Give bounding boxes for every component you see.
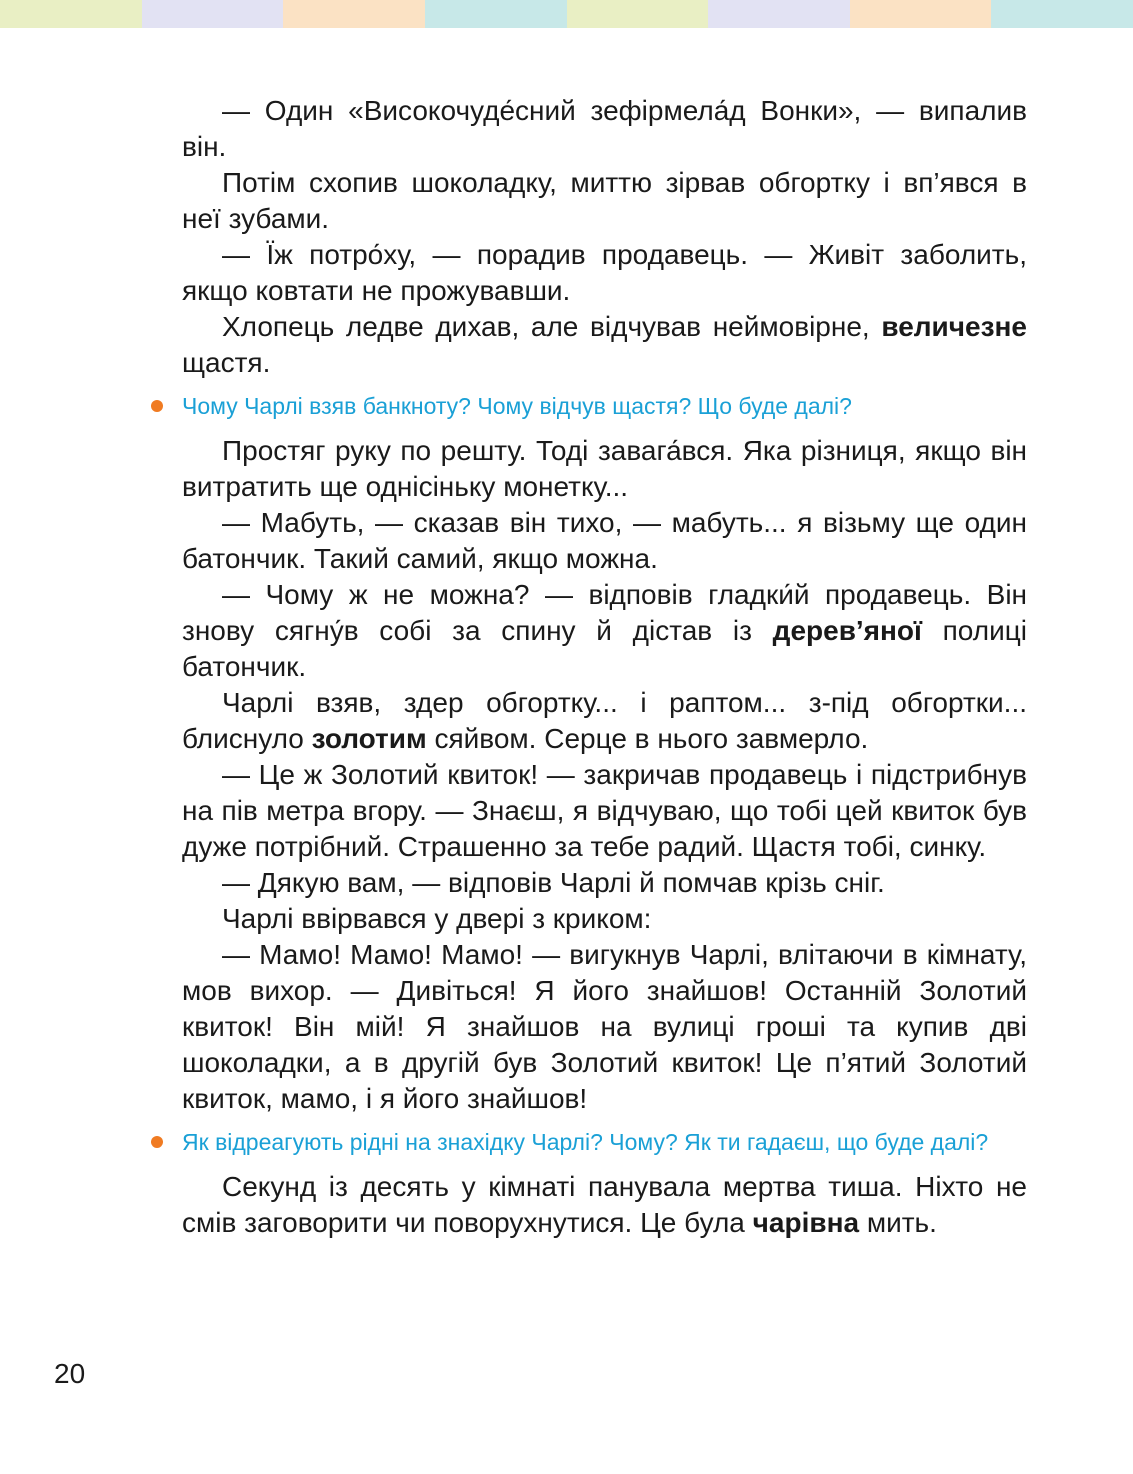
page-content	[182, 93, 1027, 1241]
question-bullet-icon	[151, 400, 163, 412]
story-paragraph: — Мабуть, — сказав він тихо, — мабуть... я візьму ще один батончик. Такий самий, якщо можна.	[182, 507, 1027, 574]
story-paragraph: Секунд із десять у кімнаті панувала мертва тиша. Ніхто не смів заговорити чи поворухнутися. Це була чарівна мить.	[182, 1171, 1027, 1238]
stripe-segment	[283, 0, 425, 28]
bold-keyword: чарівна	[752, 1207, 860, 1238]
stripe-segment	[708, 0, 850, 28]
story-paragraph: — Один «Високочуде́сний зефірмела́д Вонки», — випалив він.	[182, 95, 1027, 162]
reading-question	[182, 1127, 1027, 1157]
stripe-segment	[142, 0, 284, 28]
bold-keyword: величезне	[881, 311, 1027, 342]
story-paragraph: — Дякую вам, — відповів Чарлі й помчав крізь сніг.	[222, 867, 885, 898]
story-paragraph: Простяг руку по решту. Тоді завага́вся. Яка різниця, якщо він витратить ще однісіньку монетку...	[182, 435, 1027, 502]
story-paragraph: Чарлі ввірвався у двері з криком:	[222, 903, 652, 934]
stripe-segment	[0, 0, 142, 28]
stripe-segment	[991, 0, 1133, 28]
story-paragraph: — Їж потро́ху, — порадив продавець. — Живіт заболить, якщо ковтати не прожувавши.	[182, 239, 1027, 306]
story-paragraph: — Це ж Золотий квиток! — закричав продавець і підстрибнув на пів метра вгору. — Знаєш, я відчуваю, що тобі цей квиток був дуже потрібний. Страшенно за тебе радий. Щастя тобі, синку.	[182, 759, 1027, 862]
bold-keyword: дерев’яної	[772, 615, 922, 646]
reading-question	[182, 391, 1027, 421]
question-bullet-icon	[151, 1136, 163, 1148]
story-paragraph: Хлопець ледве дихав, але відчував неймовірне, величезне щастя.	[182, 311, 1027, 378]
page-number: 20	[54, 1358, 86, 1389]
stripe-segment	[850, 0, 992, 28]
story-paragraph: Потім схопив шоколадку, миттю зірвав обгортку і вп’явся в неї зубами.	[182, 167, 1027, 234]
question-text: Як відреагують рідні на знахідку Чарлі? Чому? Як ти гадаєш, що буде далі?	[182, 1129, 989, 1155]
story-paragraph: — Мамо! Мамо! Мамо! — вигукнув Чарлі, влітаючи в кімнату, мов вихор. — Дивіться! Я його знайшов! Останній Золотий квиток! Він мій! Я знайшов на вулиці гроші та купив дві шоколадки, а в другій був Золотий квиток! Це п’ятий Золотий квиток, мамо, і я його знайшов!	[182, 939, 1027, 1114]
story-paragraph: — Чому ж не можна? — відповів гладки́й продавець. Він знову сягну́в собі за спину й дістав із дерев’яної полиці батончик.	[182, 579, 1027, 682]
question-text: Чому Чарлі взяв банкноту? Чому відчув щастя? Що буде далі?	[182, 393, 852, 419]
bold-keyword: золотим	[311, 723, 427, 754]
header-color-stripe	[0, 0, 1133, 28]
stripe-segment	[425, 0, 567, 28]
stripe-segment	[567, 0, 709, 28]
story-paragraph: Чарлі взяв, здер обгортку... і раптом... з-під обгортки... блиснуло золотим сяйвом. Серце в нього завмерло.	[182, 687, 1027, 754]
